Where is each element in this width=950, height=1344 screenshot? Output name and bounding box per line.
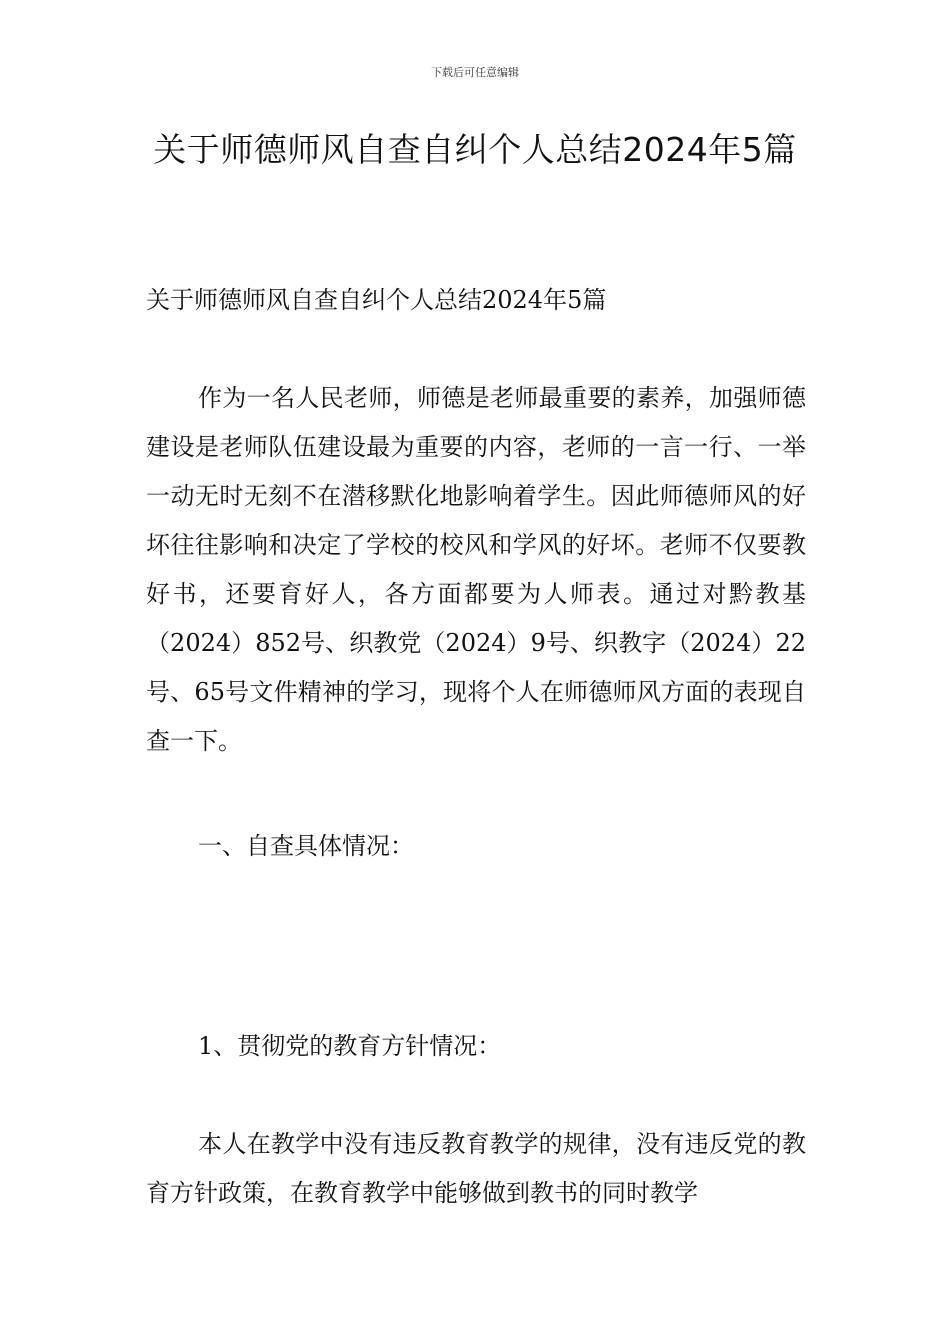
body-paragraph: 本人在教学中没有违反教育教学的规律，没有违反党的教育方针政策，在教育教学中能够做到教书的同时教学 <box>146 1130 806 1207</box>
header-note: 下载后可任意编辑 <box>431 66 519 79</box>
document-subtitle: 关于师德师风自查自纠个人总结2024年5篇 <box>146 286 607 314</box>
document-title: 关于师德师风自查自纠个人总结2024年5篇 <box>153 130 797 169</box>
intro-paragraph: 作为一名人民老师，师德是老师最重要的素养，加强师德建设是老师队伍建设最为重要的内容，老师的一言一行、一举一动无时无刻不在潜移默化地影响着学生。因此师德师风的好坏往往影响和决定了学校的校风和学风的好坏。老师不仅要教好书，还要育好人，各方面都要为人师表。通过对黔教基（2024）852号、织教党（2024）9号、织教字（2024）22号、65号文件精神的学习，现将个人在师德师风方面的表现自查一下。 <box>146 384 806 755</box>
section-heading: 一、自查具体情况： <box>198 832 414 860</box>
item-heading: 1、贯彻党的教育方针情况： <box>198 1032 502 1060</box>
